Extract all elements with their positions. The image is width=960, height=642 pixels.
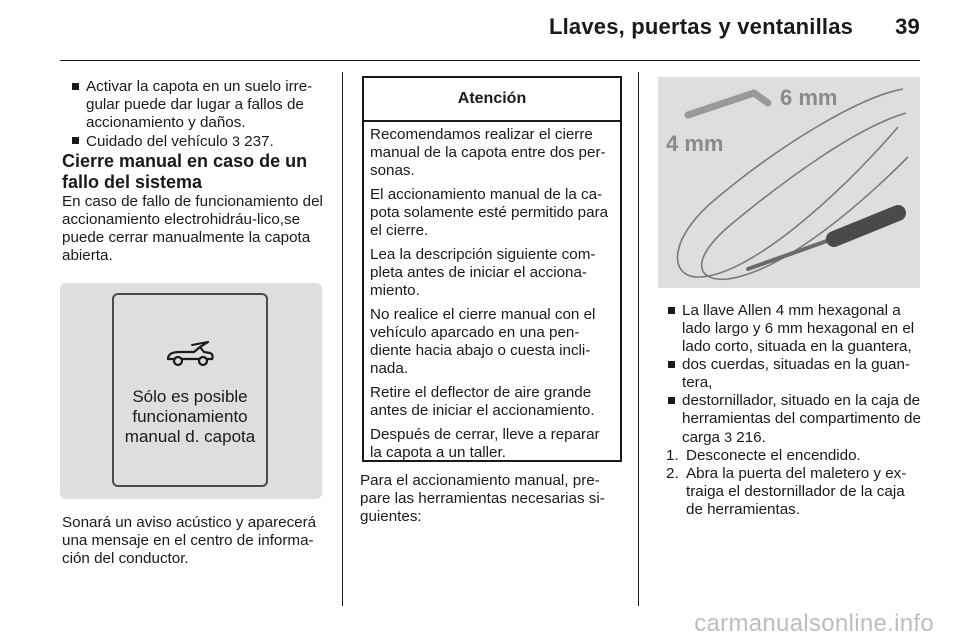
step-text: Abra la puerta del maletero y ex-traiga el destornillador de la caja de herramientas. — [686, 465, 907, 518]
attention-paragraph: Lea la descripción siguiente com-pleta antes de iniciar el acciona-miento. — [370, 246, 596, 299]
step-text: Desconecte el encendido. — [686, 447, 861, 464]
tool-label-4mm: 4 mm — [666, 131, 724, 156]
driver-info-display-figure — [60, 283, 322, 499]
list-item — [658, 392, 922, 447]
display-message — [114, 387, 266, 447]
step-number: 2. — [666, 465, 679, 482]
list-item — [62, 132, 324, 151]
watermark: carmanualsonline.info — [694, 610, 934, 637]
bullet-text: dos cuerdas, situadas en la guan-tera, — [682, 356, 910, 391]
page-title: Llaves, puertas y ventanillas — [548, 14, 854, 39]
display-line: manual d. capota — [124, 427, 256, 446]
convertible-car-icon — [164, 339, 216, 371]
step-item — [658, 447, 922, 465]
tools-figure — [658, 77, 920, 288]
display-line: funcionamiento — [132, 407, 248, 426]
column-divider-right — [638, 72, 639, 606]
after-attention-paragraph: Para el accionamiento manual, pre-pare las herramientas necesarias si-guientes: — [360, 472, 605, 525]
header-divider — [60, 60, 920, 61]
attention-paragraph: Retire el deflector de aire grande antes de iniciar el accionamiento. — [370, 384, 595, 419]
after-display-paragraph: Sonará un aviso acústico y aparecerá una mensaje en el centro de informa-ción del conductor. — [62, 514, 317, 567]
step-item — [658, 465, 922, 519]
section-heading: Cierre manual en caso de un fallo del sistema — [62, 151, 308, 192]
attention-box — [362, 76, 622, 462]
page-number: 39 — [895, 14, 920, 39]
middle-column-bottom — [360, 472, 622, 526]
attention-body — [364, 122, 620, 462]
tool-label-6mm: 6 mm — [780, 85, 838, 110]
bullet-text: Cuidado del vehículo — [86, 133, 228, 150]
left-column-bottom — [62, 514, 324, 568]
column-divider-left — [342, 72, 343, 606]
reference-arrow-icon: 3 — [232, 133, 240, 149]
display-line: Sólo es posible — [132, 387, 248, 406]
intro-paragraph: En caso de fallo de funcionamiento del accionamiento electrohidráu-lico,se puede cerrar manualmente la capota abierta. — [62, 193, 323, 264]
display-screen — [112, 293, 268, 487]
list-item — [658, 356, 922, 392]
list-item — [62, 78, 324, 132]
attention-paragraph: Después de cerrar, lleve a reparar la capota a un taller. — [370, 426, 600, 461]
reference-arrow-icon: 3 — [724, 429, 733, 445]
list-item — [658, 302, 922, 356]
bullet-text: Activar la capota en un suelo irre-gular puede dar lugar a fallos de accionamiento y daños. — [86, 78, 313, 131]
bullet-text: destornillador, situado en la caja de herramientas del compartimento de carga — [682, 392, 921, 446]
step-number: 1. — [666, 447, 679, 464]
reference-page[interactable]: 216. — [736, 429, 766, 446]
attention-paragraph: El accionamiento manual de la ca-pota solamente esté permitido para el cierre. — [370, 186, 609, 239]
page-header — [60, 14, 920, 40]
attention-paragraph: Recomendamos realizar el cierre manual de la capota entre dos per-sonas. — [370, 126, 606, 179]
bullet-text: La llave Allen 4 mm hexagonal a lado largo y 6 mm hexagonal en el lado corto, situada en la guantera, — [682, 302, 915, 355]
left-column — [62, 78, 324, 265]
attention-title: Atención — [364, 78, 620, 122]
right-column — [658, 302, 922, 519]
reference-page[interactable]: 237. — [244, 133, 274, 150]
attention-paragraph: No realice el cierre manual con el vehículo aparcado en una pen-diente hacia abajo o cuesta incli-nada. — [370, 306, 596, 377]
